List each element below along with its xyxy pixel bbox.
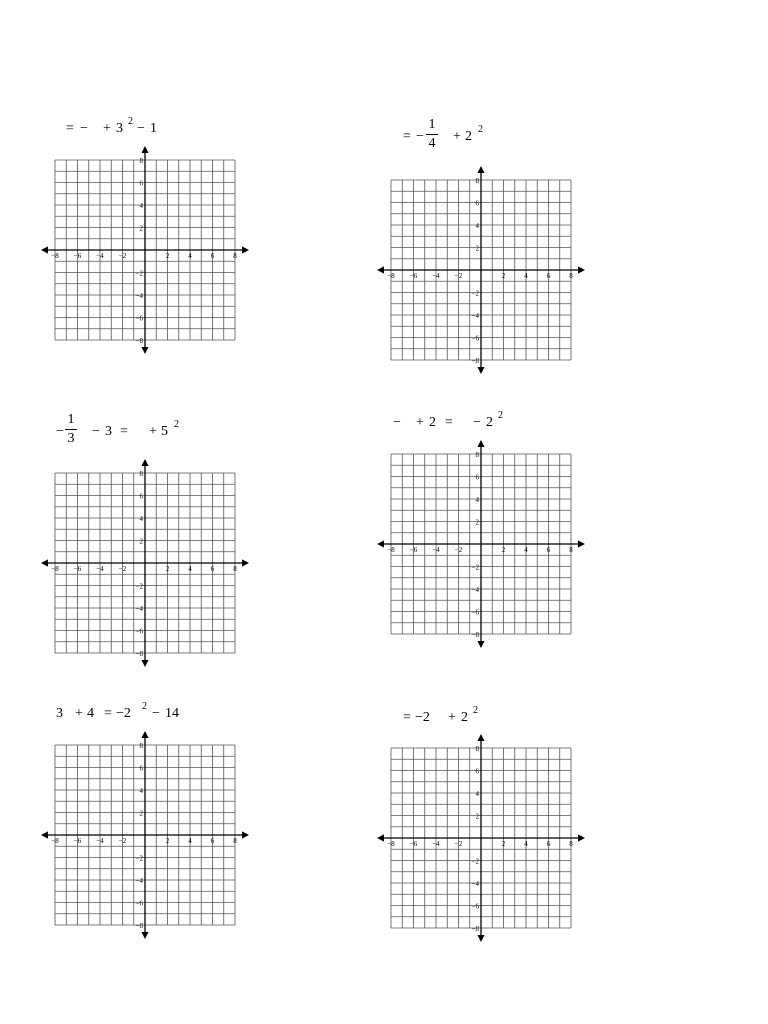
fraction [426,117,438,152]
y-tick-label: −8 [471,357,479,365]
x-tick-label: −2 [454,272,463,280]
x-tick-label: 8 [569,546,573,554]
eq-token: = [104,706,112,721]
eq-token: − [80,121,88,136]
y-tick-label: 4 [139,787,143,795]
x-tick-label: −4 [432,546,440,554]
arrow-left-icon [41,831,48,838]
x-tick-label: 8 [233,252,237,260]
y-tick-label: −6 [135,899,143,908]
arrow-left-icon [377,266,384,273]
x-tick-label: −8 [51,565,59,573]
eq-token: = [120,424,128,439]
y-tick-label: 2 [475,812,479,821]
y-tick-label: −6 [471,608,479,617]
y-tick-label: 8 [475,745,479,753]
x-tick-label: −6 [409,272,418,280]
x-tick-label: −8 [51,837,59,845]
arrow-down-icon [477,641,484,648]
y-tick-label: −8 [135,922,143,930]
fraction-denominator: 3 [67,431,75,446]
x-tick-label: 8 [233,837,237,845]
fraction-numerator: 1 [428,117,436,132]
y-tick-label: −2 [471,289,479,298]
y-tick-label: −6 [135,314,143,323]
eq-token: 3 [105,424,112,439]
y-tick-label: 6 [139,179,143,188]
arrow-up-icon [477,734,484,741]
arrow-right-icon [578,834,585,841]
eq-token: 2 [461,710,468,725]
eq-exponent: 2 [128,116,133,127]
y-tick-label: 4 [475,222,479,230]
fraction-numerator: 1 [67,412,75,427]
y-tick-label: −2 [135,582,143,591]
eq-token: − [473,415,481,430]
eq-token: + [103,121,111,136]
arrow-right-icon [242,831,249,838]
eq-exponent: 2 [473,705,478,716]
y-tick-label: 8 [139,157,143,165]
eq-token: − [92,424,100,439]
y-tick-label: −4 [471,880,479,888]
x-tick-label: −8 [387,840,395,848]
y-tick-label: 2 [139,224,143,233]
x-tick-label: 4 [524,272,528,280]
x-tick-label: −2 [454,546,463,554]
arrow-right-icon [242,559,249,566]
y-tick-label: 4 [139,202,143,210]
x-tick-label: 6 [546,546,551,554]
y-tick-label: −8 [135,650,143,658]
fraction [65,412,77,447]
eq-token: 14 [165,706,179,721]
eq-token: + [448,710,456,725]
x-tick-label: 2 [165,837,170,845]
arrow-up-icon [477,166,484,173]
eq-exponent: 2 [174,419,179,430]
fraction-denominator: 4 [428,136,436,151]
arrow-left-icon [41,246,48,253]
x-tick-label: −6 [409,840,418,848]
eq-token: − [137,121,145,136]
eq-token: 3 [116,121,123,136]
arrow-left-icon [377,540,384,547]
eq-token: 2 [486,415,493,430]
eq-token: + [75,706,83,721]
x-tick-label: 2 [165,252,170,260]
x-tick-label: 2 [501,546,506,554]
y-tick-label: 8 [139,742,143,750]
arrow-down-icon [141,932,148,939]
eq-token: + [453,129,461,144]
y-tick-label: 4 [139,515,143,523]
y-tick-label: −2 [471,857,479,866]
x-tick-label: 6 [210,252,215,260]
x-tick-label: −4 [432,272,440,280]
eq-exponent: 2 [498,410,503,421]
x-tick-label: −6 [73,565,82,573]
coordinate-grid[interactable] [40,458,250,678]
y-tick-label: 6 [139,492,143,501]
y-tick-label: −8 [135,337,143,345]
arrow-up-icon [477,440,484,447]
y-tick-label: −4 [135,877,143,885]
eq-token: + [416,415,424,430]
y-tick-label: −2 [135,269,143,278]
x-tick-label: −6 [73,252,82,260]
coordinate-grid[interactable] [40,730,250,950]
y-tick-label: 6 [475,199,479,208]
y-tick-label: 8 [475,177,479,185]
eq-token: 4 [87,706,94,721]
x-tick-label: −6 [73,837,82,845]
y-tick-label: −4 [135,605,143,613]
eq-token: 2 [465,129,472,144]
y-tick-label: −2 [135,854,143,863]
x-tick-label: 4 [188,837,192,845]
arrow-up-icon [141,146,148,153]
x-tick-label: 6 [210,565,215,573]
x-tick-label: −4 [96,837,104,845]
x-tick-label: 6 [546,840,551,848]
eq-token: 3 [56,706,63,721]
eq-token: −2 [415,710,430,725]
x-tick-label: 4 [188,565,192,573]
x-tick-label: 4 [524,546,528,554]
y-tick-label: 6 [475,473,479,482]
arrow-down-icon [141,660,148,667]
x-tick-label: 6 [210,837,215,845]
arrow-right-icon [578,540,585,547]
arrow-down-icon [141,347,148,354]
y-tick-label: −2 [471,563,479,572]
y-tick-label: −8 [471,925,479,933]
x-tick-label: 2 [501,840,506,848]
x-tick-label: 2 [501,272,506,280]
eq-token: 2 [429,415,436,430]
eq-exponent: 2 [142,701,147,712]
arrow-down-icon [477,935,484,942]
x-tick-label: 4 [524,840,528,848]
y-tick-label: 2 [475,244,479,253]
eq-token: + [149,424,157,439]
y-tick-label: −6 [471,902,479,911]
eq-token: = [445,415,453,430]
y-tick-label: 6 [139,764,143,773]
y-tick-label: 2 [475,518,479,527]
eq-token: −2 [116,706,131,721]
coordinate-grid[interactable] [377,733,587,953]
arrow-down-icon [477,367,484,374]
x-tick-label: 6 [546,272,551,280]
x-tick-label: −8 [387,272,395,280]
x-tick-label: −4 [96,565,104,573]
y-tick-label: 4 [475,496,479,504]
x-tick-label: −8 [387,546,395,554]
eq-exponent: 2 [478,124,483,135]
coordinate-grid[interactable] [40,145,250,365]
y-tick-label: −8 [471,631,479,639]
arrow-up-icon [141,459,148,466]
x-tick-label: 2 [165,565,170,573]
eq-token: 5 [161,424,168,439]
eq-token: 1 [150,121,157,136]
eq-token: − [152,706,160,721]
y-tick-label: −4 [135,292,143,300]
y-tick-label: 8 [475,451,479,459]
eq-token: − [56,424,64,439]
arrow-left-icon [377,834,384,841]
x-tick-label: −4 [96,252,104,260]
eq-token: = [66,121,74,136]
y-tick-label: −6 [471,334,479,343]
y-tick-label: 2 [139,537,143,546]
eq-token: − [416,129,424,144]
eq-token: = [403,129,411,144]
eq-token: = [403,710,411,725]
arrow-up-icon [141,731,148,738]
x-tick-label: 8 [569,272,573,280]
arrow-right-icon [578,266,585,273]
x-tick-label: −2 [118,565,127,573]
arrow-right-icon [242,246,249,253]
x-tick-label: 8 [233,565,237,573]
x-tick-label: −2 [118,252,127,260]
x-tick-label: −4 [432,840,440,848]
y-tick-label: 8 [139,470,143,478]
x-tick-label: 4 [188,252,192,260]
y-tick-label: −6 [135,627,143,636]
x-tick-label: −6 [409,546,418,554]
y-tick-label: 2 [139,809,143,818]
coordinate-grid[interactable] [377,440,587,660]
y-tick-label: −4 [471,312,479,320]
x-tick-label: −2 [118,837,127,845]
y-tick-label: −4 [471,586,479,594]
x-tick-label: −2 [454,840,463,848]
x-tick-label: 8 [569,840,573,848]
arrow-left-icon [41,559,48,566]
eq-token: − [393,415,401,430]
coordinate-grid[interactable] [377,165,587,385]
y-tick-label: 6 [475,767,479,776]
y-tick-label: 4 [475,790,479,798]
x-tick-label: −8 [51,252,59,260]
